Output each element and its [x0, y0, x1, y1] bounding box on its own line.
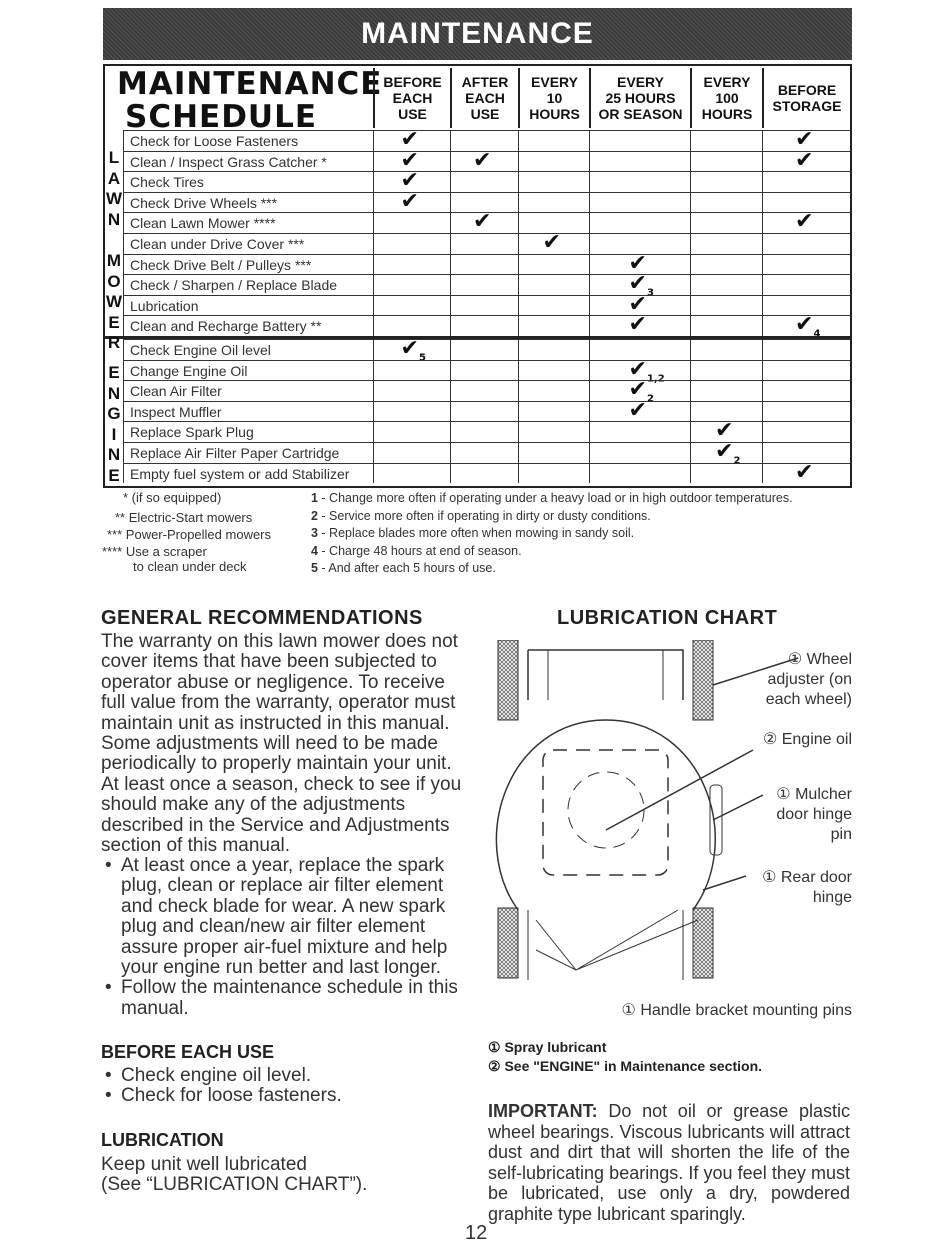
- before-each-use-bullets: • Check engine oil level. • Check for loose fasteners.: [101, 1066, 466, 1107]
- schedule-cell: [589, 443, 690, 463]
- maintenance-schedule-table: [103, 64, 852, 488]
- general-paragraph: The warranty on this lawn mower does not cover items that have been subjected to operator abuse or negligence. To receive full value from the warranty, operator must maintain unit as instructed in this manual. Some adjustments will need to be made periodically to properly maintain your unit. At least once a season, check to see if you should make any of the adjustments described in the Service and Adjustments section of this manual.: [101, 631, 462, 857]
- schedule-cell: [518, 193, 589, 213]
- check-mark-symbol: ✔: [795, 147, 814, 173]
- schedule-cell: [450, 464, 518, 484]
- schedule-cell: [518, 443, 589, 463]
- footnotes-numbered: [311, 490, 793, 578]
- check-mark: [473, 148, 491, 173]
- schedule-cell: [589, 193, 690, 213]
- schedule-cell: [690, 464, 762, 484]
- lubrication-heading: LUBRICATION: [101, 1130, 224, 1150]
- schedule-row: [123, 147, 850, 173]
- schedule-cell: [762, 172, 850, 192]
- footnote-number: 5: [311, 561, 318, 575]
- schedule-cell: [373, 188, 450, 214]
- check-mark-symbol: ✔: [795, 127, 814, 152]
- footnote-text: - And after each 5 hours of use.: [317, 561, 496, 575]
- schedule-row-label: Check for Loose Fasteners: [123, 131, 373, 151]
- schedule-row-label: Replace Air Filter Paper Cartridge: [123, 443, 373, 463]
- schedule-cell: [589, 312, 690, 338]
- schedule-row: [123, 418, 850, 444]
- lubrication-chart-heading: LUBRICATION CHART: [557, 607, 778, 629]
- schedule-row: [123, 397, 850, 423]
- schedule-cell: [450, 340, 518, 360]
- footnote-number: 2: [311, 508, 318, 523]
- schedule-row: [123, 291, 850, 317]
- schedule-row-label: Change Engine Oil: [123, 361, 373, 381]
- check-footnote-ref: 4: [813, 328, 821, 340]
- check-mark-symbol: ✔: [628, 377, 647, 403]
- footnote: [311, 490, 793, 508]
- check-mark-symbol: ✔: [795, 459, 814, 485]
- check-mark-symbol: ✔: [795, 209, 814, 235]
- schedule-cell: [373, 234, 450, 254]
- schedule-row: [123, 356, 850, 384]
- schedule-cell: [762, 312, 850, 340]
- schedule-cell: [589, 172, 690, 192]
- schedule-column-header: BEFORE STORAGE: [762, 68, 850, 128]
- important-label: IMPORTANT:: [488, 1101, 598, 1121]
- schedule-cell: [373, 381, 450, 401]
- schedule-row-label: Clean and Recharge Battery **: [123, 316, 373, 336]
- schedule-cell: [450, 296, 518, 316]
- check-mark-symbol: ✔: [628, 250, 647, 276]
- engine-vertical-label: G: [107, 404, 121, 424]
- schedule-cell: [589, 213, 690, 233]
- schedule-cell: [518, 340, 589, 360]
- schedule-cell: [762, 361, 850, 381]
- schedule-cell: [762, 255, 850, 275]
- schedule-cell: [690, 172, 762, 192]
- check-mark-symbol: ✔: [628, 397, 647, 423]
- schedule-cell: [589, 464, 690, 484]
- schedule-row-label: Clean Lawn Mower ****: [123, 213, 373, 233]
- schedule-cell: [450, 361, 518, 381]
- schedule-cell: [373, 361, 450, 381]
- wheel-front-left: [498, 640, 518, 720]
- schedule-cell: [450, 255, 518, 275]
- schedule-cell: [518, 422, 589, 442]
- lawn-mower-vertical-label: E: [108, 312, 120, 332]
- schedule-cell: [690, 255, 762, 275]
- schedule-cell: [450, 422, 518, 442]
- schedule-cell: [762, 340, 850, 360]
- schedule-cell: [518, 230, 589, 255]
- schedule-row: [123, 271, 850, 299]
- schedule-cell: [518, 361, 589, 381]
- schedule-row-label: Inspect Muffler: [123, 402, 373, 422]
- schedule-row-label: Check / Sharpen / Replace Blade: [123, 275, 373, 295]
- schedule-cell: [589, 397, 690, 423]
- schedule-cell: [690, 296, 762, 316]
- check-footnote-ref: 2: [733, 455, 741, 467]
- callout-mulcher-door: ① Mulcher door hinge pin: [776, 786, 852, 843]
- check-mark: [629, 312, 647, 337]
- schedule-cell: [373, 213, 450, 233]
- check-mark: [795, 209, 813, 234]
- check-mark-symbol: ✔: [400, 188, 419, 214]
- schedule-row-label: Empty fuel system or add Stabilizer: [123, 464, 373, 484]
- lubrication-text: Keep unit well lubricated (See “LUBRICATION CHART”).: [101, 1154, 368, 1196]
- check-mark-symbol: ✔: [542, 230, 561, 255]
- schedule-cell: [373, 422, 450, 442]
- lawn-mower-vertical-label: O: [107, 271, 121, 291]
- schedule-cell: [373, 316, 450, 336]
- schedule-row: [123, 336, 850, 364]
- schedule-cell: [373, 296, 450, 316]
- check-mark-symbol: ✔: [628, 312, 647, 338]
- engine-vertical-label: N: [107, 383, 121, 403]
- schedule-row-label: Check Drive Wheels ***: [123, 193, 373, 213]
- check-mark-symbol: ✔: [400, 127, 419, 152]
- schedule-cell: [762, 209, 850, 235]
- schedule-row-label: Clean / Inspect Grass Catcher *: [123, 152, 373, 172]
- schedule-cell: [450, 234, 518, 254]
- engine-outline: [543, 750, 668, 875]
- schedule-row-label: Check Tires: [123, 172, 373, 192]
- lawn-mower-vertical-label: W: [105, 292, 123, 312]
- schedule-cell: [762, 422, 850, 442]
- footnote-number: 3: [311, 526, 318, 540]
- schedule-cell: [690, 439, 762, 467]
- schedule-cell: [762, 402, 850, 422]
- footnote-number: 1: [311, 491, 318, 505]
- schedule-cell: [690, 316, 762, 336]
- schedule-column-header: AFTER EACH USE: [450, 68, 518, 128]
- check-mark-symbol: ✔: [715, 439, 734, 464]
- schedule-cell: [690, 193, 762, 213]
- check-mark-symbol: ✔: [628, 356, 647, 382]
- footnote-text: - Replace blades more often when mowing in sandy soil.: [317, 526, 635, 540]
- check-mark: [401, 189, 419, 214]
- engine-vertical-label: N: [107, 445, 121, 465]
- schedule-row: [123, 168, 850, 194]
- schedule-row: [123, 209, 850, 235]
- before-each-use-heading: BEFORE EACH USE: [101, 1042, 275, 1062]
- footnote-text: - Change more often if operating under a heavy load or in high outdoor temperatures.: [317, 491, 793, 505]
- schedule-cell: [518, 255, 589, 275]
- schedule-row-label: Check Engine Oil level: [123, 340, 373, 360]
- schedule-cell: [589, 152, 690, 172]
- schedule-cell: [690, 213, 762, 233]
- schedule-cell: [518, 172, 589, 192]
- schedule-row-label: Clean Air Filter: [123, 381, 373, 401]
- engine-vertical-label: E: [108, 363, 120, 382]
- lawn-mower-vertical-label: A: [107, 168, 121, 188]
- schedule-cell: [450, 443, 518, 463]
- footnote: [311, 543, 793, 561]
- schedule-cell: [762, 275, 850, 295]
- schedule-column-header: BEFORE EACH USE: [373, 68, 450, 128]
- check-footnote-ref: 3: [646, 287, 654, 299]
- schedule-row-label: Check Drive Belt / Pulleys ***: [123, 255, 373, 275]
- schedule-cell: [518, 316, 589, 336]
- callout-handle-bracket: ① Handle bracket mounting pins: [621, 1002, 852, 1019]
- schedule-cell: [373, 464, 450, 484]
- schedule-cell: [762, 381, 850, 401]
- check-mark: [795, 148, 813, 173]
- check-footnote-ref: 2: [646, 393, 654, 405]
- check-mark: [543, 230, 561, 255]
- schedule-cell: [762, 459, 850, 485]
- check-mark-symbol: ✔: [473, 209, 492, 235]
- callout-rear-door: ① Rear door hinge: [762, 869, 852, 906]
- check-mark-symbol: ✔: [628, 271, 647, 297]
- check-mark: [795, 460, 813, 485]
- schedule-row-label: Clean under Drive Cover ***: [123, 234, 373, 254]
- footnote-text: - Service more often if operating in dirty or dusty conditions.: [317, 508, 651, 523]
- schedule-cell: [373, 275, 450, 295]
- check-mark-symbol: ✔: [400, 147, 419, 173]
- section-separator: [105, 336, 850, 339]
- schedule-cell: [690, 131, 762, 151]
- schedule-row: [123, 459, 850, 485]
- general-bullets: • At least once a year, replace the spark plug, clean or replace air filter element and check blade for wear. A new spark plug and clean/new air filter element assure proper air-fuel mixture and help your engine run better and last longer. • Follow the maintenance schedule in this manual.: [101, 856, 466, 1019]
- schedule-row-label: Lubrication: [123, 296, 373, 316]
- schedule-cell: [690, 361, 762, 381]
- schedule-column-header: EVERY 25 HOURS OR SEASON: [589, 68, 690, 128]
- page-number: 12: [465, 1222, 488, 1244]
- wheel-rear-right: [693, 908, 713, 978]
- schedule-row-label: Replace Spark Plug: [123, 422, 373, 442]
- lubrication-legend: ① Spray lubricant ② See "ENGINE" in Maintenance section.: [488, 1039, 763, 1074]
- wheel-front-right: [693, 640, 713, 720]
- check-mark-symbol: ✔: [795, 312, 814, 338]
- footnote: [311, 508, 793, 526]
- schedule-cell: [373, 443, 450, 463]
- schedule-cell: [589, 131, 690, 151]
- schedule-cell: [450, 316, 518, 336]
- wheel-rear-left: [498, 908, 518, 978]
- check-footnote-ref: 5: [418, 352, 426, 364]
- schedule-cell: [373, 402, 450, 422]
- section-banner: MAINTENANCE: [103, 8, 852, 60]
- check-mark-symbol: ✔: [400, 336, 419, 361]
- engine-vertical-label: E: [108, 466, 120, 485]
- important-note: IMPORTANT: Do not oil or grease plastic wheel bearings. Viscous lubricants will attract dust and dirt that will shorten the life of the self-lubricating bearings. If you feel they must be lubricated, use only a dry, powdered graphite type lubricant sparingly.: [488, 1101, 850, 1224]
- check-mark-symbol: ✔: [628, 291, 647, 317]
- schedule-title: MAINTENANCE SCHEDULE: [117, 66, 383, 135]
- schedule-cell: [450, 172, 518, 192]
- schedule-cell: [373, 336, 450, 364]
- footnote: [311, 560, 793, 578]
- engine-vertical-label: I: [111, 424, 117, 444]
- schedule-cell: [589, 422, 690, 442]
- schedule-cell: [518, 464, 589, 484]
- check-mark: [629, 398, 647, 423]
- schedule-row: [123, 439, 850, 467]
- schedule-cell: [518, 402, 589, 422]
- check-mark-symbol: ✔: [400, 168, 419, 194]
- callout-wheel-adjuster: ① Wheel adjuster (on each wheel): [765, 651, 852, 708]
- lawn-mower-vertical-label: R: [107, 333, 121, 353]
- schedule-row: [123, 230, 850, 255]
- check-footnote-ref: 1,2: [646, 372, 665, 384]
- schedule-cell: [450, 147, 518, 173]
- check-mark-symbol: ✔: [715, 418, 734, 444]
- schedule-cell: [518, 152, 589, 172]
- schedule-cell: [450, 381, 518, 401]
- schedule-cell: [450, 402, 518, 422]
- lawn-mower-vertical-label: W: [105, 189, 123, 209]
- schedule-cell: [373, 255, 450, 275]
- schedule-cell: [450, 275, 518, 295]
- check-mark: [473, 209, 491, 234]
- footnote: [311, 525, 793, 543]
- schedule-cell: [762, 147, 850, 173]
- schedule-cell: [690, 234, 762, 254]
- footnote-number: 4: [311, 543, 318, 558]
- lawn-mower-vertical-label: L: [108, 148, 120, 167]
- schedule-cell: [450, 209, 518, 235]
- schedule-cell: [518, 131, 589, 151]
- schedule-column-header: EVERY 100 HOURS: [690, 68, 762, 128]
- general-recommendations-heading: GENERAL RECOMMENDATIONS: [101, 607, 423, 629]
- schedule-cell: [518, 296, 589, 316]
- schedule-cell: [518, 381, 589, 401]
- schedule-cell: [762, 234, 850, 254]
- schedule-cell: [690, 275, 762, 295]
- callout-engine-oil: ② Engine oil: [762, 731, 852, 748]
- schedule-cell: [690, 381, 762, 401]
- schedule-cell: [518, 275, 589, 295]
- schedule-column-header: EVERY 10 HOURS: [518, 68, 589, 128]
- schedule-cell: [690, 340, 762, 360]
- schedule-row: [123, 312, 850, 340]
- schedule-row: [123, 250, 850, 276]
- schedule-cell: [690, 152, 762, 172]
- check-mark-symbol: ✔: [473, 147, 492, 173]
- lawn-mower-vertical-label: N: [107, 209, 121, 229]
- footnote-text: - Charge 48 hours at end of season.: [317, 543, 522, 558]
- lawn-mower-vertical-label: M: [106, 251, 122, 270]
